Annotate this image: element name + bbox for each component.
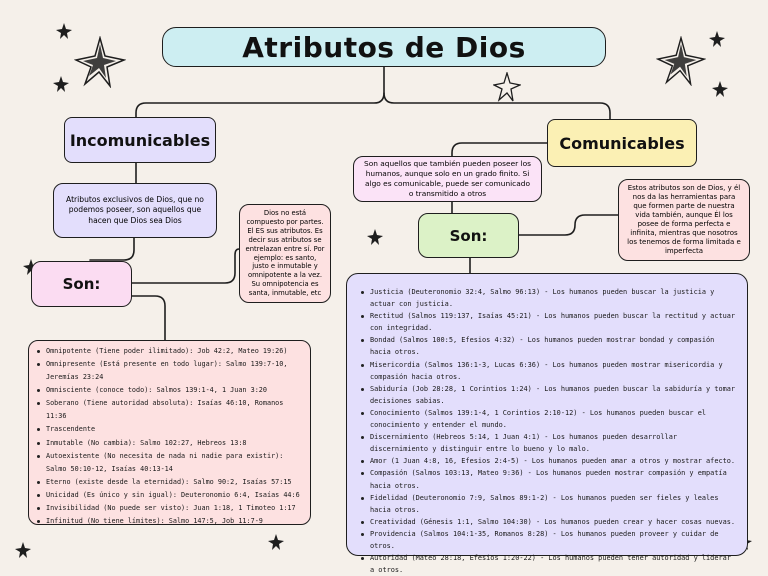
page-title: Atributos de Dios: [242, 30, 526, 64]
list-item: Omnipotente (Tiene poder ilimitado): Job 42:2, Mateo 19:26): [46, 345, 304, 358]
incomunicables-son-label: Son:: [62, 275, 101, 293]
comunicables-label: Comunicables: [559, 133, 685, 153]
list-item: Omnisciente (conoce todo): Salmos 139:1-4, 1 Juan 3:20: [46, 384, 304, 397]
incomunicables-description: Atributos exclusivos de Dios, que no podemos poseer, son aquellos que hacen que Dios sea Dios: [53, 183, 217, 238]
star-icon: [493, 72, 521, 102]
comunicables-list: [346, 273, 748, 575]
incomunicables-list: [28, 340, 311, 525]
list-item: Discernimiento (Hebreos 5:14, 1 Juan 4:1) - Los humanos pueden desarrollar discernimiento y distinguir entre lo bueno y lo malo.: [370, 431, 737, 455]
list-item: Misericordia (Salmos 136:1-3, Lucas 6:36) - Los humanos pueden mostrar misericordia y compasión hacia otros.: [370, 359, 737, 383]
list-item: Conocimiento (Salmos 139:1-4, 1 Corintios 2:10-12) - Los humanos pueden buscar el conocimiento y entender el mundo.: [370, 407, 737, 431]
star-icon: [656, 36, 706, 86]
list-item: Infinitud (No tiene límites): Salmo 147:5, Job 11:7-9: [46, 515, 304, 528]
list-item: Autoridad (Mateo 28:18, Efesios 1:20-22) - Los humanos pueden tener autoridad y liderar a otros.: [370, 552, 737, 576]
list-item: Amor (1 Juan 4:8, 16, Efesios 2:4-5) - Los humanos pueden amar a otros y mostrar afecto.: [370, 455, 737, 467]
list-item: Providencia (Salmos 104:1-35, Romanos 8:28) - Los humanos pueden proveer y cuidar de otros.: [370, 528, 737, 552]
list-item: Unicidad (Es único y sin igual): Deuteronomio 6:4, Isaías 44:6: [46, 489, 304, 502]
incomunicables-son-node: [31, 261, 132, 307]
star-icon: [366, 228, 384, 246]
list-item: Invisibilidad (No puede ser visto): Juan 1:18, 1 Timoteo 1:17: [46, 502, 304, 515]
star-icon: [267, 533, 285, 551]
star-icon: [711, 80, 729, 98]
list-item: Rectitud (Salmos 119:137, Isaías 45:21) - Los humanos pueden buscar la rectitud y actuar con integridad.: [370, 310, 737, 334]
star-icon: [74, 36, 126, 88]
list-item: Bondad (Salmos 100:5, Efesios 4:32) - Los humanos pueden mostrar bondad y compasión hacia otros.: [370, 334, 737, 358]
comunicables-son-node: [418, 213, 519, 258]
list-item: Justicia (Deuteronomio 32:4, Salmo 96:13) - Los humanos pueden buscar la justicia y actuar con justicia.: [370, 286, 737, 310]
star-icon: [52, 75, 70, 93]
list-item: Trascendente: [46, 423, 304, 436]
comunicables-node: [547, 119, 697, 167]
list-item: Fidelidad (Deuteronomio 7:9, Salmos 89:1-2) - Los humanos pueden ser fieles y leales hacia otros.: [370, 492, 737, 516]
title-node: [162, 27, 606, 67]
list-item: Sabiduría (Job 28:28, 1 Corintios 1:24) - Los humanos pueden buscar la sabiduría y tomar decisiones sabias.: [370, 383, 737, 407]
comunicables-note: Estos atributos son de Dios, y él nos da las herramientas para que formen parte de nuestra vida también, aunque Él los posee de forma perfecta e infinita, mientras que nosotros los tenemos de forma limitada e imperfecta: [618, 179, 750, 261]
list-item: Creatividad (Génesis 1:1, Salmo 104:30) - Los humanos pueden crear y hacer cosas nuevas.: [370, 516, 737, 528]
list-item: Eterno (existe desde la eternidad): Salmo 90:2, Isaías 57:15: [46, 476, 304, 489]
incomunicables-node: [64, 117, 216, 163]
list-item: Omnipresente (Está presente en todo lugar): Salmo 139:7-10, Jeremías 23:24: [46, 358, 304, 384]
comunicables-description: Son aquellos que también pueden poseer los humanos, aunque solo en un grado finito. Si algo es comunicable, puede ser comunicado o transmitido a otros: [353, 156, 542, 202]
list-item: Inmutable (No cambia): Salmo 102:27, Hebreos 13:8: [46, 437, 304, 450]
comunicables-son-label: Son:: [449, 226, 488, 245]
list-item: Soberano (Tiene autoridad absoluta): Isaías 46:10, Romanos 11:36: [46, 397, 304, 423]
star-icon: [14, 541, 32, 559]
incomunicables-label: Incomunicables: [69, 130, 211, 150]
star-icon: [55, 22, 73, 40]
star-icon: [708, 30, 726, 48]
incomunicables-note: Dios no está compuesto por partes. El ES sus atributos. Es decir sus atributos se entrelazan entre sí. Por ejemplo: es santo, justo e inmutable y omnipotente a la vez. Su omnipotencia es santa, inmutable, etc: [239, 204, 331, 303]
list-item: Compasión (Salmos 103:13, Mateo 9:36) - Los humanos pueden mostrar compasión y empatía hacia otros.: [370, 467, 737, 491]
list-item: Autoexistente (No necesita de nada ni nadie para existir): Salmo 50:10-12, Isaías 40:13-14: [46, 450, 304, 476]
